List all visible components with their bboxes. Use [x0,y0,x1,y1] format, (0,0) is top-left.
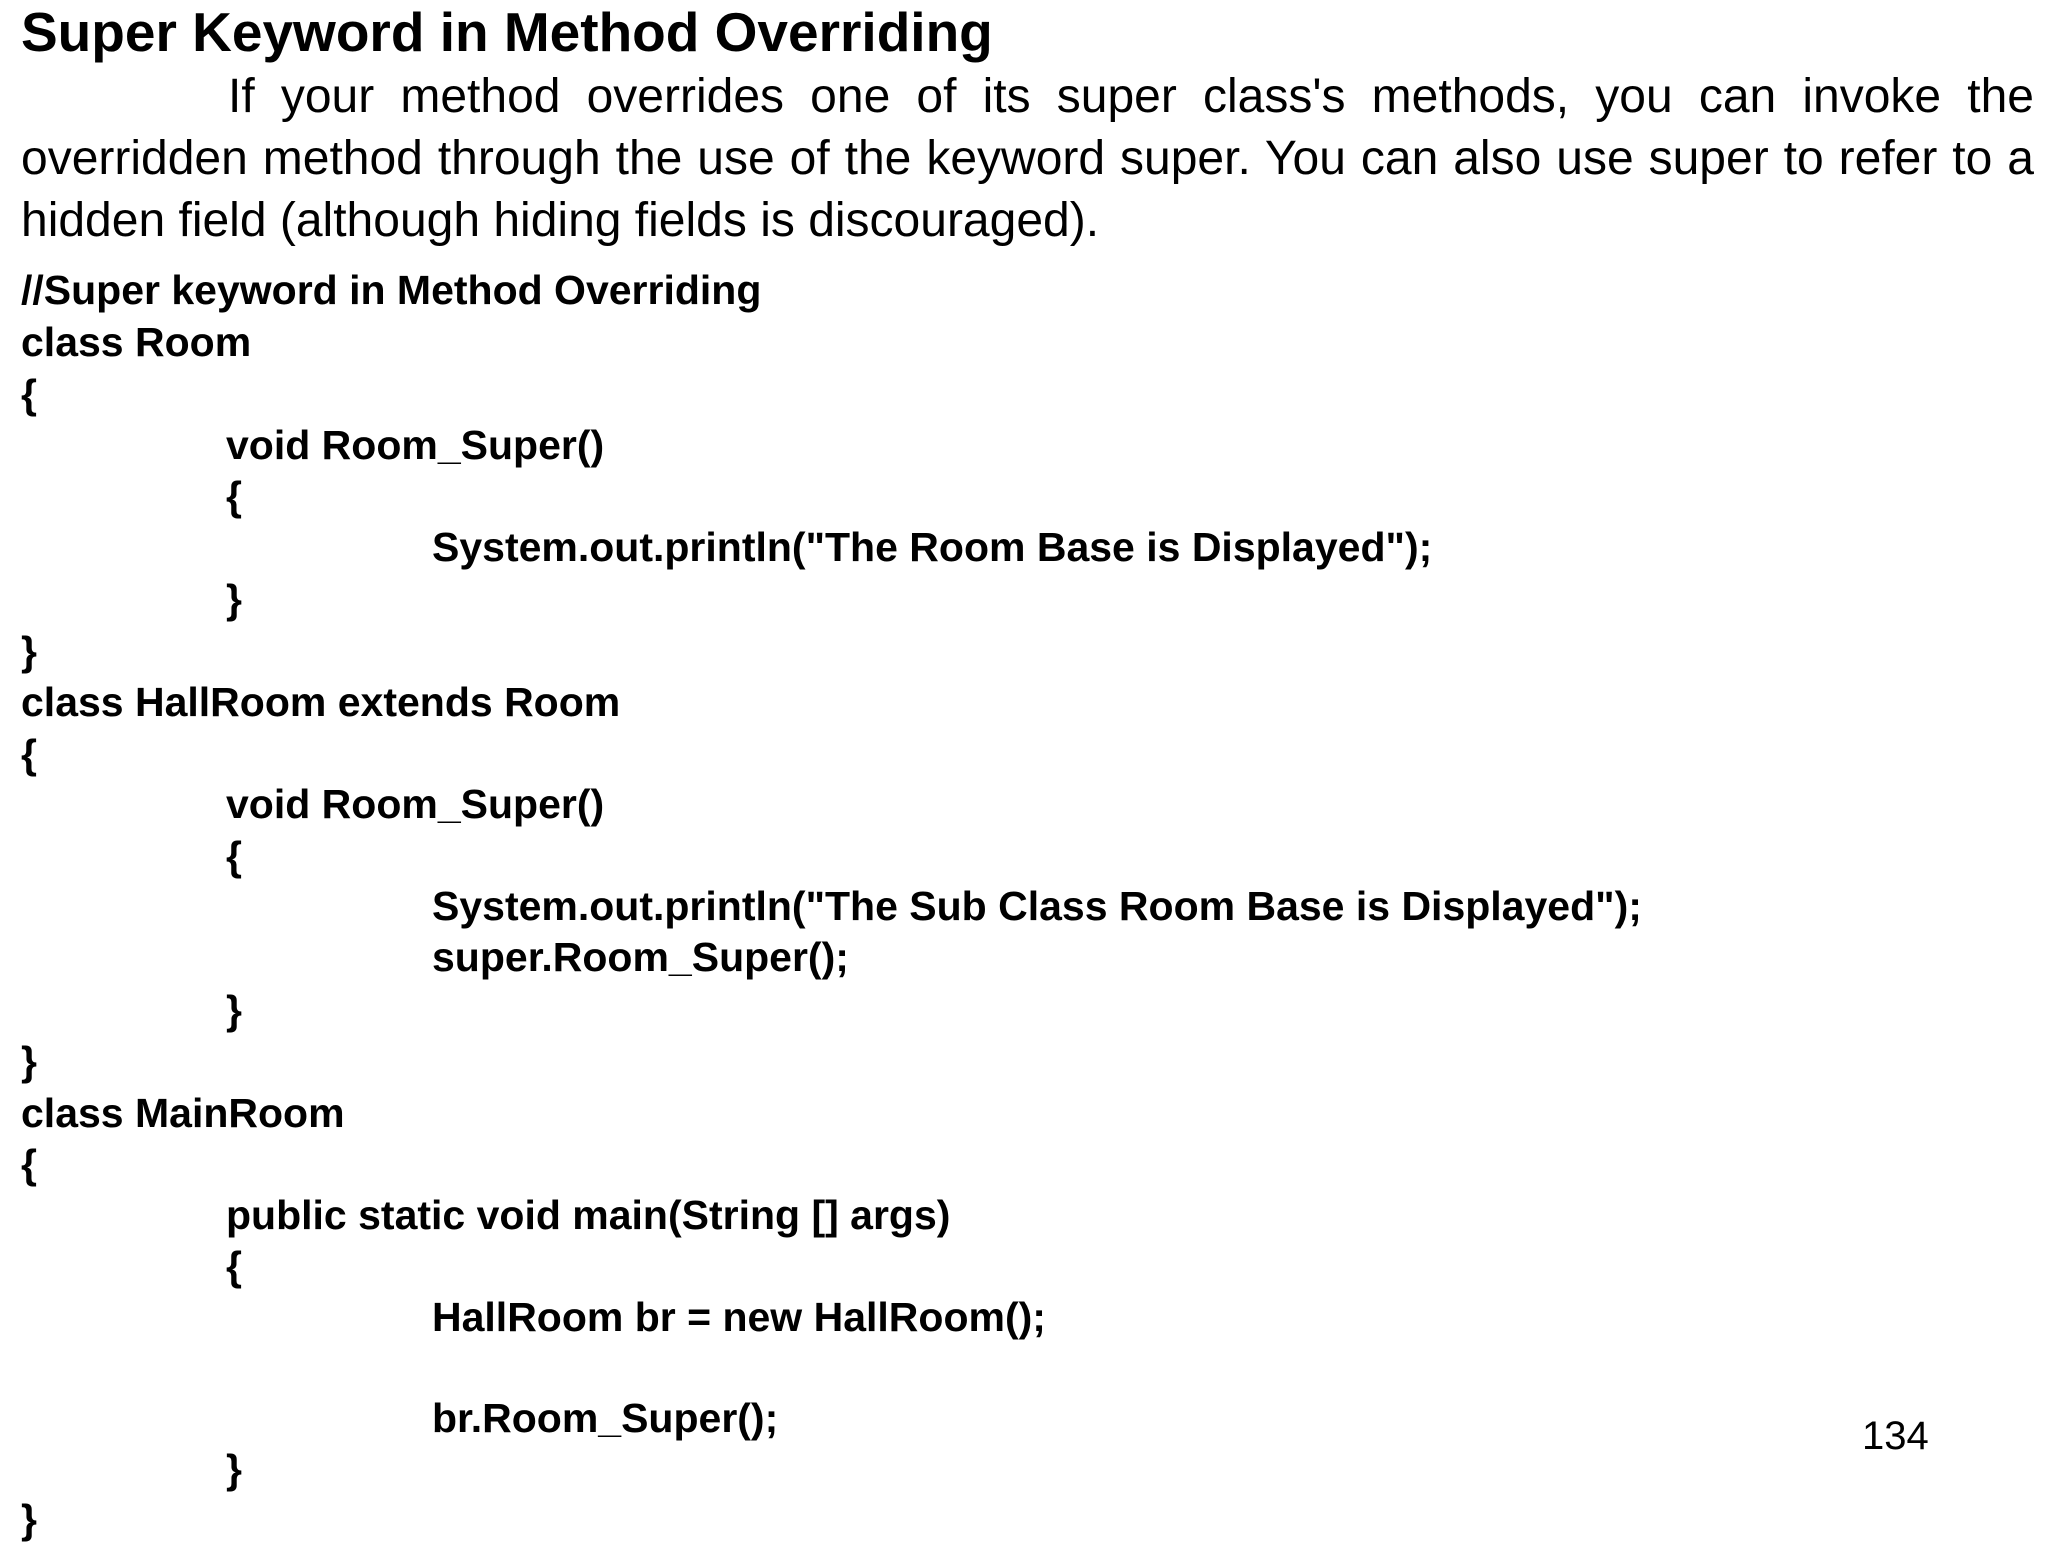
code-line: System.out.println("The Sub Class Room Base is Displayed"); [432,883,1642,929]
code-line: class HallRoom extends Room [21,679,621,725]
code-line: super.Room_Super(); [432,934,849,980]
code-line: } [21,1038,37,1084]
code-line: br.Room_Super(); [432,1395,779,1441]
code-line: { [21,731,37,777]
code-line: System.out.println("The Room Base is Displayed"); [432,524,1433,570]
page-number: 134 [1862,1414,1929,1458]
code-line: } [226,576,242,622]
code-line: { [226,833,242,879]
code-line: } [21,1496,37,1542]
code-line: public static void main(String [] args) [226,1192,951,1238]
code-line: { [21,1141,37,1187]
code-line: HallRoom br = new HallRoom(); [432,1294,1046,1340]
code-line: { [226,473,242,519]
code-line: class Room [21,319,252,365]
code-line: } [21,628,37,674]
code-line: void Room_Super() [226,422,605,468]
code-comment: //Super keyword in Method Overriding [21,267,762,313]
code-line: { [21,371,37,417]
page-title: Super Keyword in Method Overriding [21,1,993,63]
code-line: } [226,1446,242,1492]
code-line: { [226,1243,242,1289]
code-line: class MainRoom [21,1090,345,1136]
code-line: void Room_Super() [226,781,605,827]
code-line: } [226,987,242,1033]
intro-paragraph: If your method overrides one of its super class's methods, you can invoke the overridden method through the use of the keyword super. You can also use super to refer to a hidden field (although hiding fields is discouraged). [21,70,2034,247]
